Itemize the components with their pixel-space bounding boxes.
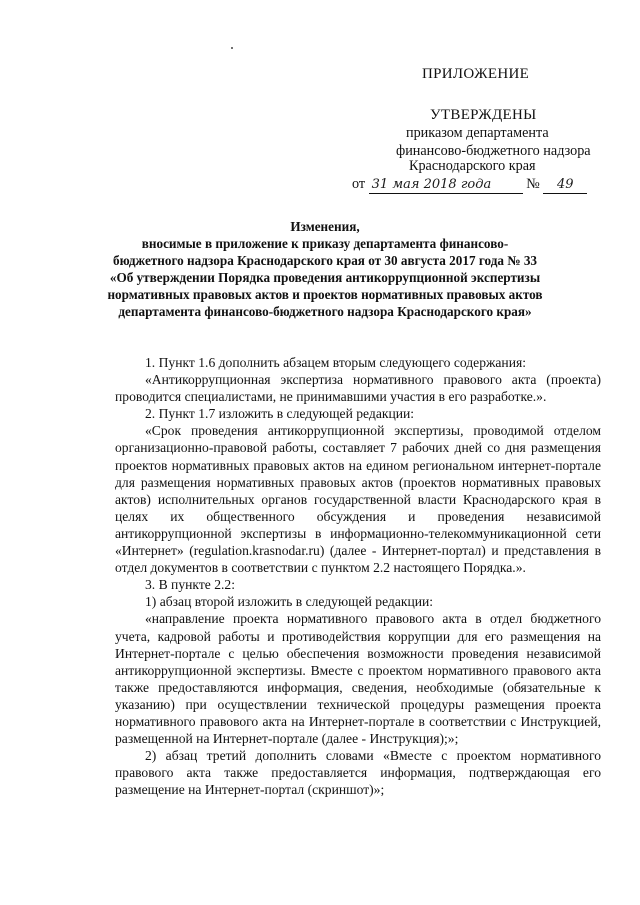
title-line-6: департамента финансово-бюджетного надзора Краснодарского края» <box>118 304 532 319</box>
paragraph-4: «Срок проведения антикоррупционной экспертизы, проводимой отделом организационно-правовой работы, составляет 7 рабочих дней со дня размещения проектов нормативных правовых актов на едином региональном интернет-портале для размещения нормативных правовых актов (проектов нормативных правовых актов) исполнительных органов государственной власти Краснодарского края в целях их общественного обсуждения и проведения независимой антикоррупционной экспертизы в информационно-телекоммуникационной сети «Интернет» (regulation.krasnodar.ru) (далее - Интернет-портал) и представления в отдел документов в соответствии с пунктом 2.2 настоящего Порядка.». <box>115 423 601 576</box>
title-line-1: Изменения, <box>290 219 360 234</box>
approved-label: УТВЕРЖДЕНЫ <box>430 107 537 123</box>
date-prefix: от <box>352 176 366 192</box>
paragraph-5: 3. В пункте 2.2: <box>145 577 235 593</box>
title-line-5: нормативных правовых актов и проектов нормативных правовых актов <box>107 287 543 302</box>
approval-date-line <box>352 176 587 194</box>
order-line-3: Краснодарского края <box>409 158 536 174</box>
paragraph-1: 1. Пункт 1.6 дополнить абзацем вторым следующего содержания: <box>145 355 527 370</box>
paragraph-7: «направление проекта нормативного правового акта в отдел бюджетного учета, кадровой работы и противодействия коррупции для его размещения на Интернет-портале с целью обеспечения возможности проведения независимой антикоррупционной экспертизы. Вместе с проектом нормативного правового акта также предоставляются информация, сведения, необходимые (обязательные к указанию) при осуществлении технической процедуры размещения проекта нормативного правового акта на Интернет-портале в соответствии с Инструкцией, размещенной на Интернет-портале (далее - Инструкция);»; <box>115 611 601 747</box>
document-body <box>115 354 601 798</box>
number-prefix: № <box>526 176 540 192</box>
title-line-3: бюджетного надзора Краснодарского края от 30 августа 2017 года № 33 <box>112 253 538 268</box>
paragraph-3: 2. Пункт 1.7 изложить в следующей редакции: <box>145 406 415 422</box>
appendix-label: ПРИЛОЖЕНИЕ <box>422 66 530 82</box>
paragraph-6: 1) абзац второй изложить в следующей редакции: <box>145 594 434 610</box>
handwritten-number: 49 <box>543 177 587 194</box>
paragraph-2: «Антикоррупционная экспертиза нормативного правового акта (проекта) проводится специалистами, не принимавшими участия в его разработке.». <box>115 372 601 405</box>
document-title <box>100 218 550 320</box>
order-line-1: приказом департамента <box>406 125 549 141</box>
title-line-4: «Об утверждении Порядка проведения антикоррупционной экспертизы <box>109 270 541 285</box>
scan-speck <box>231 47 233 49</box>
paragraph-8: 2) абзац третий дополнить словами «Вместе с проектом нормативного правового акта также предоставляется информация, подтверждающая его размещение на Интернет-портал (скриншот)»; <box>115 748 601 798</box>
handwritten-date: 31 мая 2018 года <box>369 177 523 194</box>
order-line-2: финансово-бюджетного надзора <box>396 143 591 159</box>
title-line-2: вносимые в приложение к приказу департамента финансово- <box>141 236 509 251</box>
